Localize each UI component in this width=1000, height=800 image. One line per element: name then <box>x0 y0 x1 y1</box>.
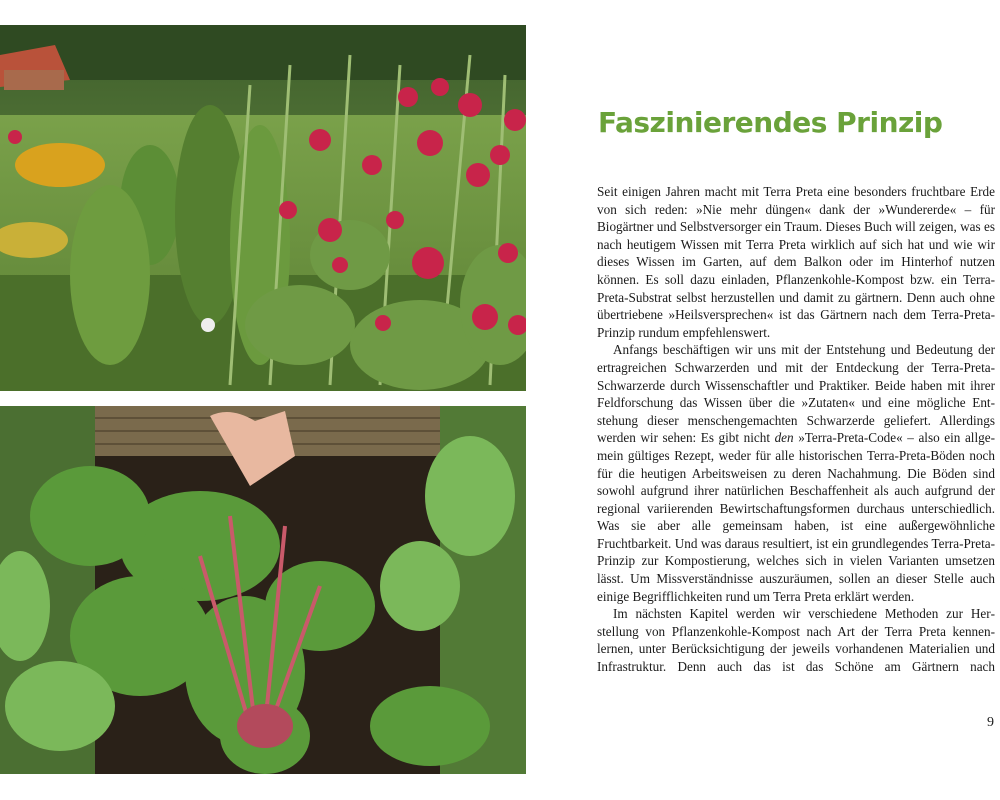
paragraph-next-chapter: Im nächsten Kapitel werden wir verschiedene Methoden zur Herstellung von Pflanzenkohle-Kompost nach Art der Terra Preta kennenlernen, unter Berücksichtigung der jeweils vorhandenen Materialien und Infrastruktur. Denn auch das ist das Schöne am Gärtnern nach <box>597 606 995 675</box>
garden-hollyhocks-illustration <box>0 25 526 391</box>
raised-bed-chard-illustration <box>0 406 526 774</box>
emphasis-den: den <box>774 430 794 446</box>
paragraph-intro: Seit einigen Jahren macht mit Terra Preta eine besonders fruchtbare Erde von sich reden: »Nie mehr düngen« dank der »Wundererde« – für Biogärtner und Selbstversorger ein Traum. Dieses Buch will zeigen, was es nach heutigem Wissen mit Terra Preta wirklich auf sich hat und wie wir dieses Wissen im Garten, auf dem Balkon oder im Hinterhof nutzen können. Es soll dazu einladen, Pflanzenkohle-Kompost bzw. ein Terra-Preta-Substrat selbst herzustellen und damit zu gärtnern. Denn auch ohne übertriebene »Heilsversprechen« ist das Gärtnern nach dem Terra-Preta-Prinzip rundum empfehlenswert. <box>597 184 995 340</box>
garden-hollyhocks-photo <box>0 25 526 391</box>
page-number: 9 <box>987 715 994 730</box>
body-text <box>597 183 995 676</box>
chapter-heading: Faszinierendes Prinzip <box>598 106 943 139</box>
paragraph-history <box>597 341 995 605</box>
paragraph-history-start: Anfangs beschäftigen wir uns mit der Entstehung und Bedeutung der ertragreichen Schwarzerden und mit der Entdeckung der Terra-Preta-Schwarzerde durch Wissenschaftler und Praktiker. Beide haben mit ihrer Feldforschung das Wissen über die »Zutaten« und eine mögliche Entstehung dieser menschengemachten Schwarzerde geliefert. Allerdings werden wir sehen: Es gibt nicht <box>597 342 995 446</box>
paragraph-history-end: »Terra-Preta-Code« – also ein allgemein gültiges Rezept, weder für alle historischen Terra-Preta-Böden noch für die heutigen Arbeitsweisen zu deren Nachahmung. Die Böden sind sowohl aufgrund ihrer natürlichen Beschaffenheit als auch aufgrund der regional variierenden Bewirtschaftungsformen durchaus unterschiedlich. Was sie aber alle gemeinsam haben, ist eine außergewöhnliche Fruchtbarkeit. Und was daraus resultiert, ist ein grundlegendes Terra-Preta-Prinzip zur Kompostierung, welches sich in vielen Varianten umsetzen lässt. Um Missverständnisse auszuräumen, sollen an dieser Stelle auch einige Begrifflichkeiten rund um Terra Preta erklärt werden. <box>597 430 995 604</box>
raised-bed-chard-photo <box>0 406 526 774</box>
